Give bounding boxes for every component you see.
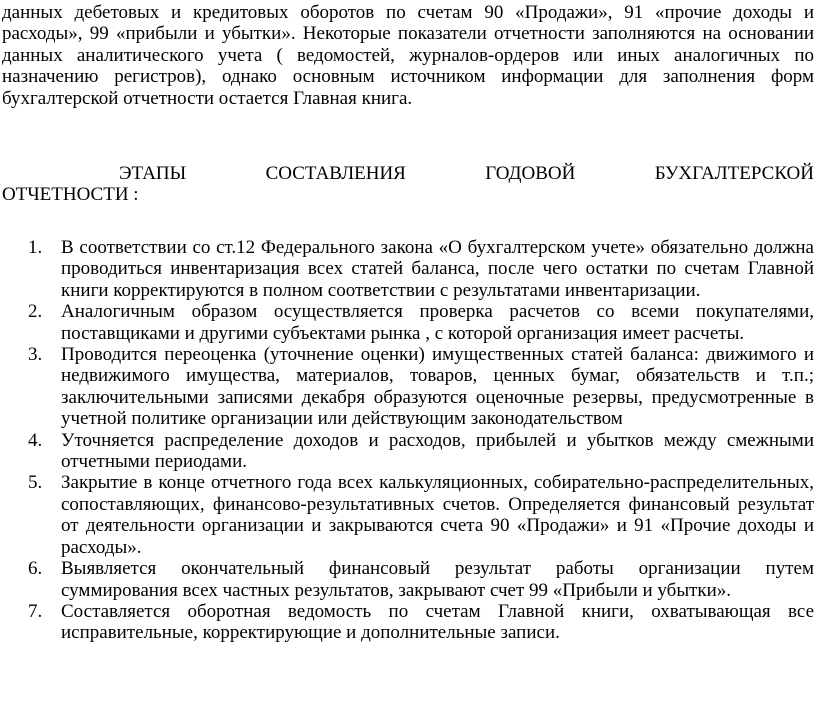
list-item-number: 3.: [28, 344, 43, 366]
list-item-number: 5.: [28, 472, 43, 494]
steps-list: [0, 237, 814, 644]
list-item: [0, 344, 814, 430]
list-item-text: Выявляется окончательный финансовый результат работы организации путем суммирования всех частных результатов, закрывают счет 99 «Прибыли и убытки».: [61, 558, 814, 601]
list-item-number: 1.: [28, 237, 43, 258]
list-item-number: 6.: [28, 558, 43, 580]
intro-paragraph: данных дебетовых и кредитовых оборотов по счетам 90 «Продажи», 91 «прочие доходы и расходы», 99 «прибыли и убытки». Некоторые показатели отчетности заполняются на основании данных аналитического учета ( ведомостей, журналов-ордеров или иных аналогичных по назначению регистров), однако основным источником информации для заполнения форм бухгалтерской отчетности остается Главная книга.: [2, 2, 814, 109]
heading-line-2: ОТЧЕТНОСТИ :: [2, 184, 139, 206]
list-item: [0, 237, 814, 301]
section-heading: [2, 163, 814, 206]
list-item-number: 2.: [28, 301, 43, 323]
list-item: [0, 301, 814, 344]
list-item: [0, 558, 814, 601]
list-item-number: 4.: [28, 429, 43, 451]
list-item-text: Закрытие в конце отчетного года всех калькуляционных, собирательно-распределительных, сопоставляющих, финансово-результативных счетов. Определяется финансовый результат от деятельности организации и закрываются счета 90 «Продажи» и 91 «Прочие доходы и расходы».: [61, 472, 814, 558]
list-item-text: Составляется оборотная ведомость по счетам Главной книги, охватывающая все исправительные, корректирующие и дополнительные записи.: [61, 600, 814, 644]
list-item-text: Проводится переоценка (уточнение оценки) имущественных статей баланса: движимого и недвижимого имущества, материалов, товаров, ценных бумаг, обязательств и т.п.; заключительными записями декабря образуются оценочные резервы, предусмотренные в учетной политике организации или действующим законодательством: [61, 344, 814, 430]
list-item-text: Уточняется распределение доходов и расходов, прибылей и убытков между смежными отчетными периодами.: [61, 429, 814, 473]
list-item: [0, 472, 814, 558]
heading-line-1: ЭТАПЫ СОСТАВЛЕНИЯ ГОДОВОЙ БУХГАЛТЕРСКОЙ: [119, 163, 814, 184]
list-item-text: В соответствии со ст.12 Федерального закона «О бухгалтерском учете» обязательно должна проводиться инвентаризация всех статей баланса, после чего остатки по счетам Главной книги корректируются в полном соответствии с результатами инвентаризации.: [61, 237, 814, 301]
list-item-text: Аналогичным образом осуществляется проверка расчетов со всеми покупателями, поставщиками и другими субъектами рынка , с которой организация имеет расчеты.: [61, 301, 814, 344]
list-item: [0, 601, 814, 644]
list-item-number: 7.: [28, 600, 43, 622]
list-item: [0, 430, 814, 473]
